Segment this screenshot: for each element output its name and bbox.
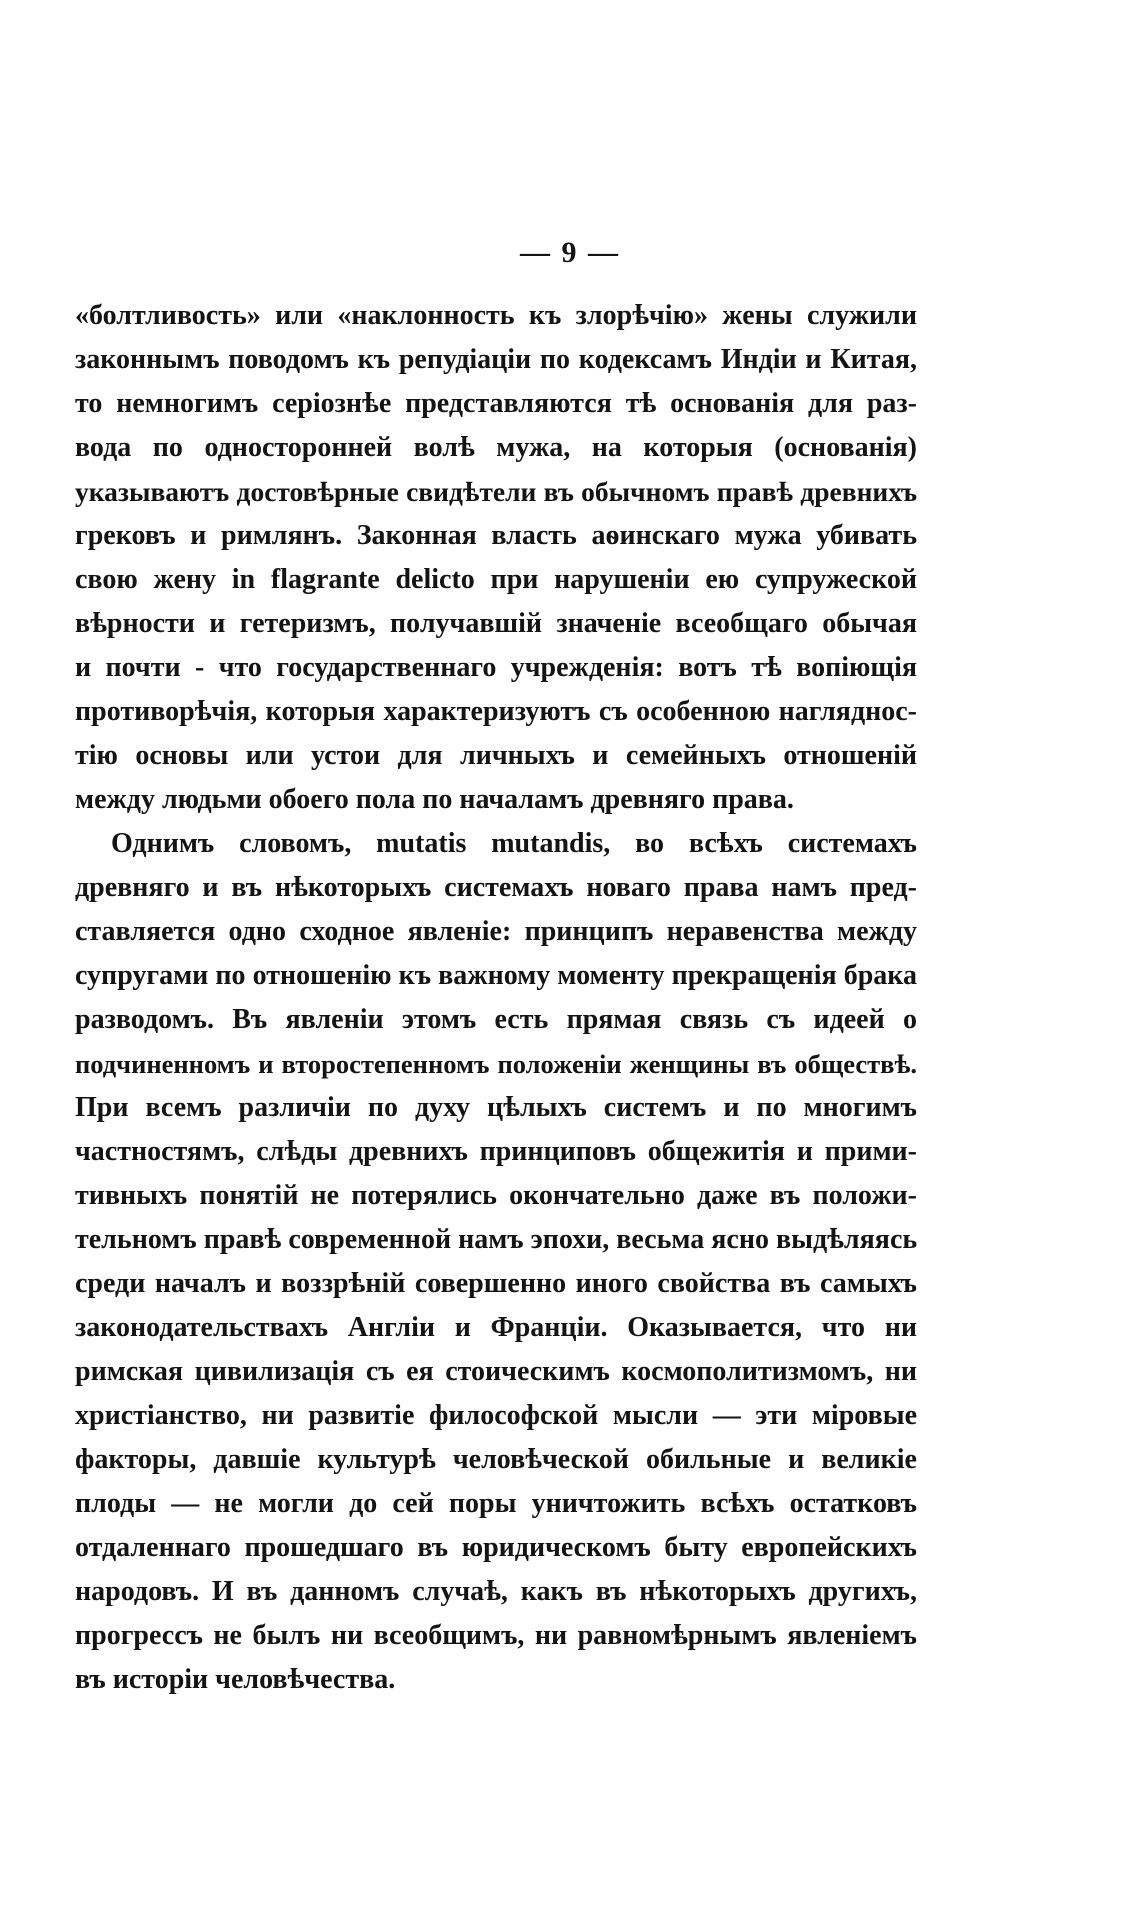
text-line: отдаленнаго прошедшаго въ юридическомъ быту европейскихъ xyxy=(75,1532,917,1563)
text-line: народовъ. И въ данномъ случаѣ, какъ въ нѣкоторыхъ другихъ, xyxy=(75,1576,917,1607)
text-line: прогрессъ не былъ ни всеобщимъ, ни равномѣрнымъ явленіемъ xyxy=(75,1620,917,1651)
paragraph-1 xyxy=(75,294,917,822)
text-line: между людьми обоего пола по началамъ древняго права. xyxy=(75,784,794,815)
text-line: римская цивилизація съ ея стоическимъ космополитизмомъ, ни xyxy=(75,1356,917,1387)
text-line: указываютъ достовѣрные свидѣтели въ обычномъ правѣ древнихъ xyxy=(75,476,917,507)
text-line: противорѣчія, которыя характеризуютъ съ особенною нагляднос- xyxy=(75,696,917,727)
paragraph-2 xyxy=(75,822,917,1702)
text-line: Однимъ словомъ, mutatis mutandis, во всѣхъ системахъ xyxy=(111,828,917,859)
text-line: ставляется одно сходное явленіе: принципъ неравенства между xyxy=(75,916,917,947)
text-line: древняго и въ нѣкоторыхъ системахъ новаго права намъ пред- xyxy=(75,872,917,903)
text-line: При всемъ различіи по духу цѣлыхъ системъ и по многимъ xyxy=(75,1092,917,1123)
text-line: законнымъ поводомъ къ репудіаціи по кодексамъ Индіи и Китая, xyxy=(75,344,917,375)
text-line: свою жену in flagrante delicto при нарушеніи ею супружеской xyxy=(75,564,917,595)
text-line: вода по односторонней волѣ мужа, на которыя (основанія) xyxy=(75,432,917,463)
text-line: среди началъ и воззрѣній совершенно иного свойства въ самыхъ xyxy=(75,1268,917,1299)
text-line: и почти - что государственнаго учрежденія: вотъ тѣ вопіющія xyxy=(75,652,917,683)
text-line: въ исторіи человѣчества. xyxy=(75,1664,396,1695)
text-line: плоды — не могли до сей поры уничтожить всѣхъ остатковъ xyxy=(75,1488,917,1519)
text-line: законодательствахъ Англіи и Франціи. Оказывается, что ни xyxy=(75,1312,917,1343)
text-line: тивныхъ понятій не потерялись окончательно даже въ положи- xyxy=(75,1180,917,1211)
text-line: разводомъ. Въ явленіи этомъ есть прямая связь съ идеей о xyxy=(75,1004,917,1035)
text-line: «болтливость» или «наклонность къ злорѣчію» жены служили xyxy=(75,300,917,331)
text-line: тію основы или устои для личныхъ и семейныхъ отношеній xyxy=(75,740,917,771)
text-line: грековъ и римлянъ. Законная власть аѳинскаго мужа убивать xyxy=(75,520,917,551)
page-number: — 9 — xyxy=(520,236,620,269)
text-line: подчиненномъ и второстепенномъ положеніи женщины въ обществѣ. xyxy=(75,1049,917,1079)
text-line: то немногимъ серіознѣе представляются тѣ основанія для раз- xyxy=(75,388,917,419)
text-line: вѣрности и гетеризмъ, получавшій значеніе всеобщаго обычая xyxy=(75,608,917,639)
text-line: тельномъ правѣ современной намъ эпохи, весьма ясно выдѣляясь xyxy=(75,1224,917,1255)
body-text xyxy=(75,294,917,1702)
text-line: супругами по отношенію къ важному моменту прекращенія брака xyxy=(75,960,917,991)
text-line: христіанство, ни развитіе философской мысли — эти міровые xyxy=(75,1400,917,1431)
text-line: частностямъ, слѣды древнихъ принциповъ общежитія и прими- xyxy=(75,1136,917,1167)
text-line: факторы, давшіе культурѣ человѣческой обильные и великіе xyxy=(75,1444,917,1475)
